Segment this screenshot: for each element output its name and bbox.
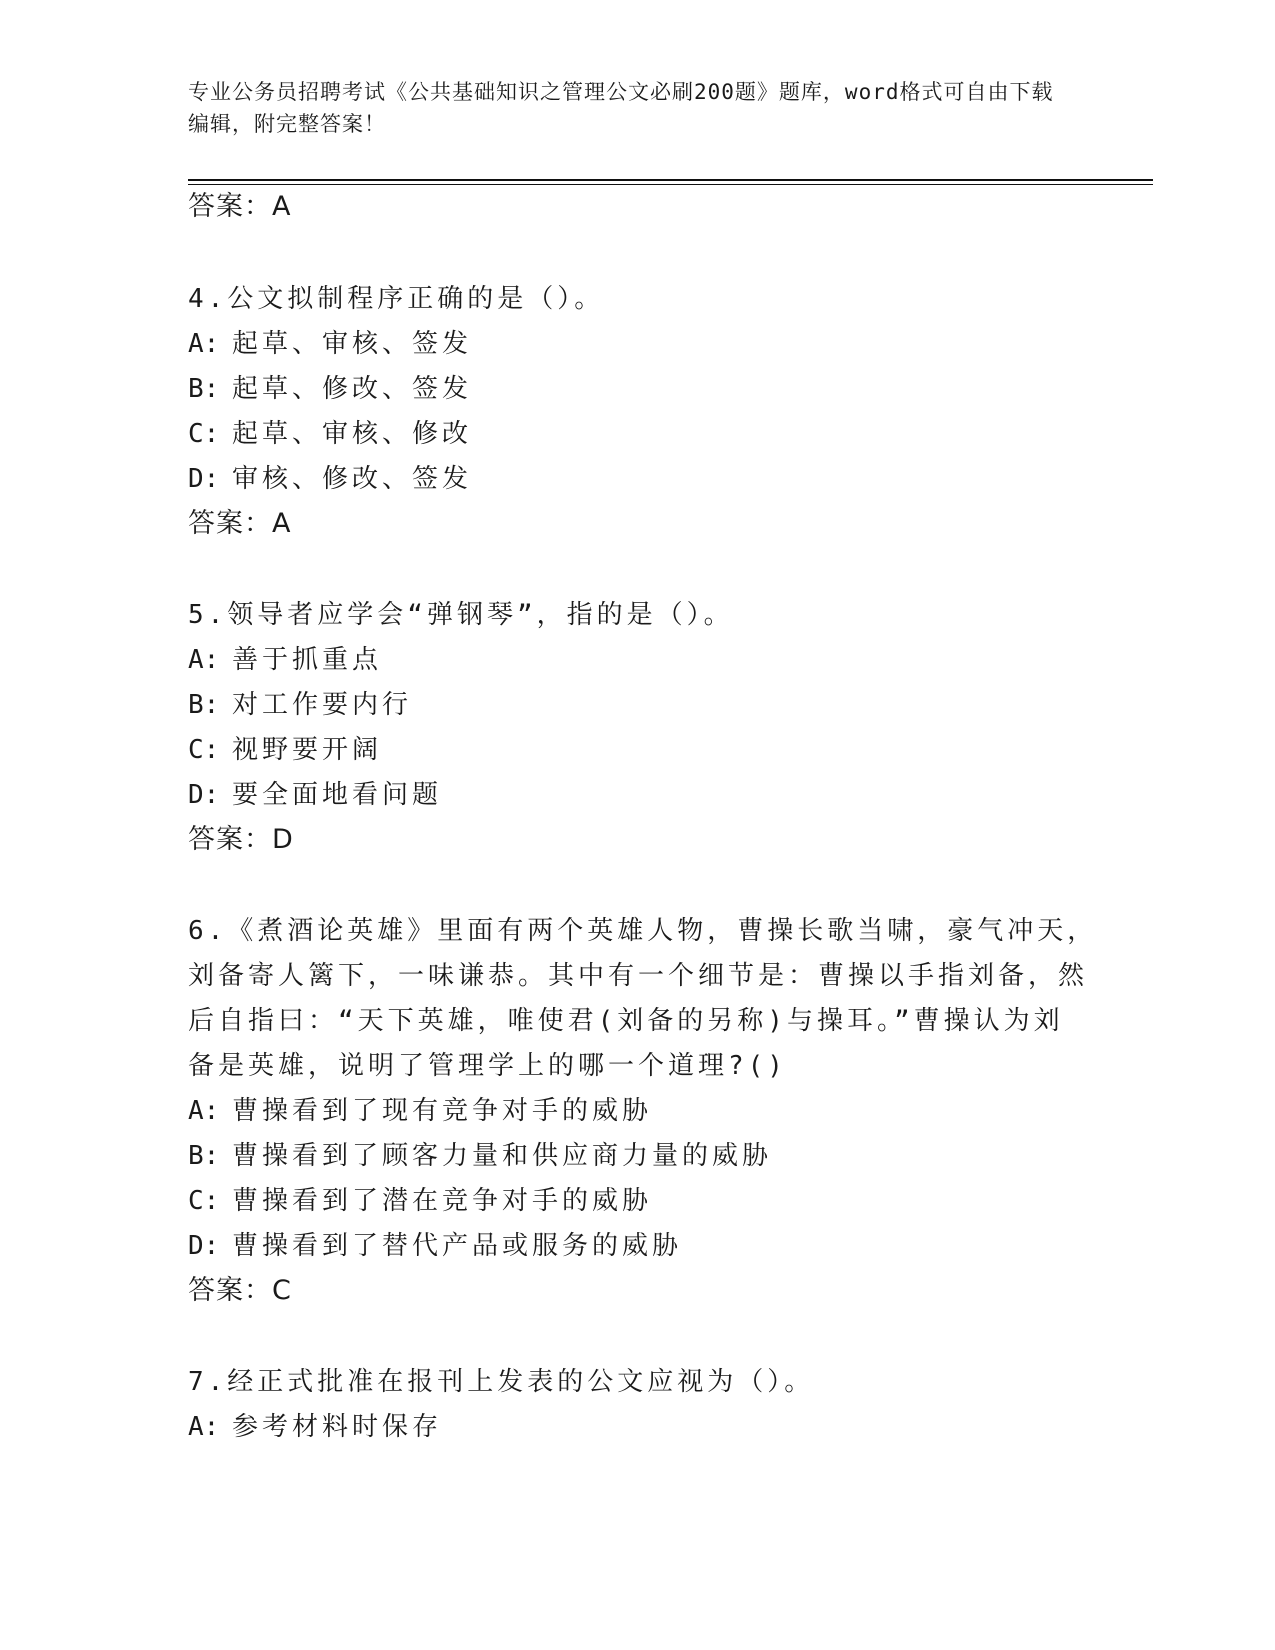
option-letter: C: <box>188 735 220 765</box>
question-5-stem: 5.领导者应学会“弹钢琴”，指的是（）。 <box>188 600 734 630</box>
option-letter: B: <box>188 1141 220 1171</box>
document-header: 专业公务员招聘考试《公共基础知识之管理公文必刷200题》题库，word格式可自由下载编辑，附完整答案！ <box>188 80 1054 136</box>
option-letter: A: <box>188 1412 220 1442</box>
question-5-answer: 答案：D <box>188 824 294 855</box>
question-4-answer: 答案：A <box>188 508 292 539</box>
question-6-option-d <box>188 1228 682 1264</box>
header-divider-thin <box>188 184 1153 185</box>
question-6-answer: 答案：C <box>188 1275 292 1306</box>
question-4-option-a <box>188 326 472 362</box>
option-text: 善于抓重点 <box>232 645 383 675</box>
option-text: 起草、审核、修改 <box>232 419 473 449</box>
option-text: 曹操看到了替代产品或服务的威胁 <box>232 1231 683 1261</box>
question-4-option-c <box>188 416 472 452</box>
option-letter: B: <box>188 690 220 720</box>
header-divider-thick <box>188 179 1153 181</box>
question-6-option-b <box>188 1138 772 1174</box>
question-6-stem-line-3: 后自指曰：“天下英雄，唯使君(刘备的另称)与操耳。”曹操认为刘 <box>188 1006 1064 1036</box>
question-6-option-c <box>188 1183 652 1219</box>
option-text: 起草、审核、签发 <box>232 329 473 359</box>
option-text: 参考材料时保存 <box>232 1412 443 1442</box>
option-text: 曹操看到了顾客力量和供应商力量的威胁 <box>232 1141 773 1171</box>
option-letter: D: <box>188 464 220 494</box>
question-7-option-a <box>188 1409 442 1445</box>
question-5-option-d <box>188 777 442 813</box>
option-letter: D: <box>188 780 220 810</box>
option-letter: B: <box>188 374 220 404</box>
option-text: 曹操看到了潜在竞争对手的威胁 <box>232 1186 653 1216</box>
question-4-option-d <box>188 461 472 497</box>
option-text: 起草、修改、签发 <box>232 374 473 404</box>
option-letter: A: <box>188 1096 220 1126</box>
option-text: 要全面地看问题 <box>232 780 443 810</box>
option-letter: C: <box>188 1186 220 1216</box>
option-text: 曹操看到了现有竞争对手的威胁 <box>232 1096 653 1126</box>
option-text: 对工作要内行 <box>232 690 413 720</box>
option-text: 视野要开阔 <box>232 735 383 765</box>
question-5-option-b <box>188 687 412 723</box>
option-letter: D: <box>188 1231 220 1261</box>
question-6-stem-line-2: 刘备寄人篱下，一味谦恭。其中有一个细节是：曹操以手指刘备，然 <box>188 961 1089 991</box>
question-5-option-a <box>188 642 382 678</box>
answer-prev: 答案：A <box>188 191 292 222</box>
question-6-option-a <box>188 1093 652 1129</box>
question-4-option-b <box>188 371 472 407</box>
question-6-stem-line-4: 备是英雄，说明了管理学上的哪一个道理?() <box>188 1051 787 1081</box>
question-6-stem-line-1: 6.《煮酒论英雄》里面有两个英雄人物，曹操长歌当啸，豪气冲天， <box>188 916 1098 946</box>
option-letter: A: <box>188 329 220 359</box>
option-text: 审核、修改、签发 <box>232 464 473 494</box>
question-7-stem: 7.经正式批准在报刊上发表的公文应视为（）。 <box>188 1367 815 1397</box>
option-letter: C: <box>188 419 220 449</box>
option-letter: A: <box>188 645 220 675</box>
question-4-stem: 4.公文拟制程序正确的是（）。 <box>188 284 605 314</box>
question-5-option-c <box>188 732 382 768</box>
